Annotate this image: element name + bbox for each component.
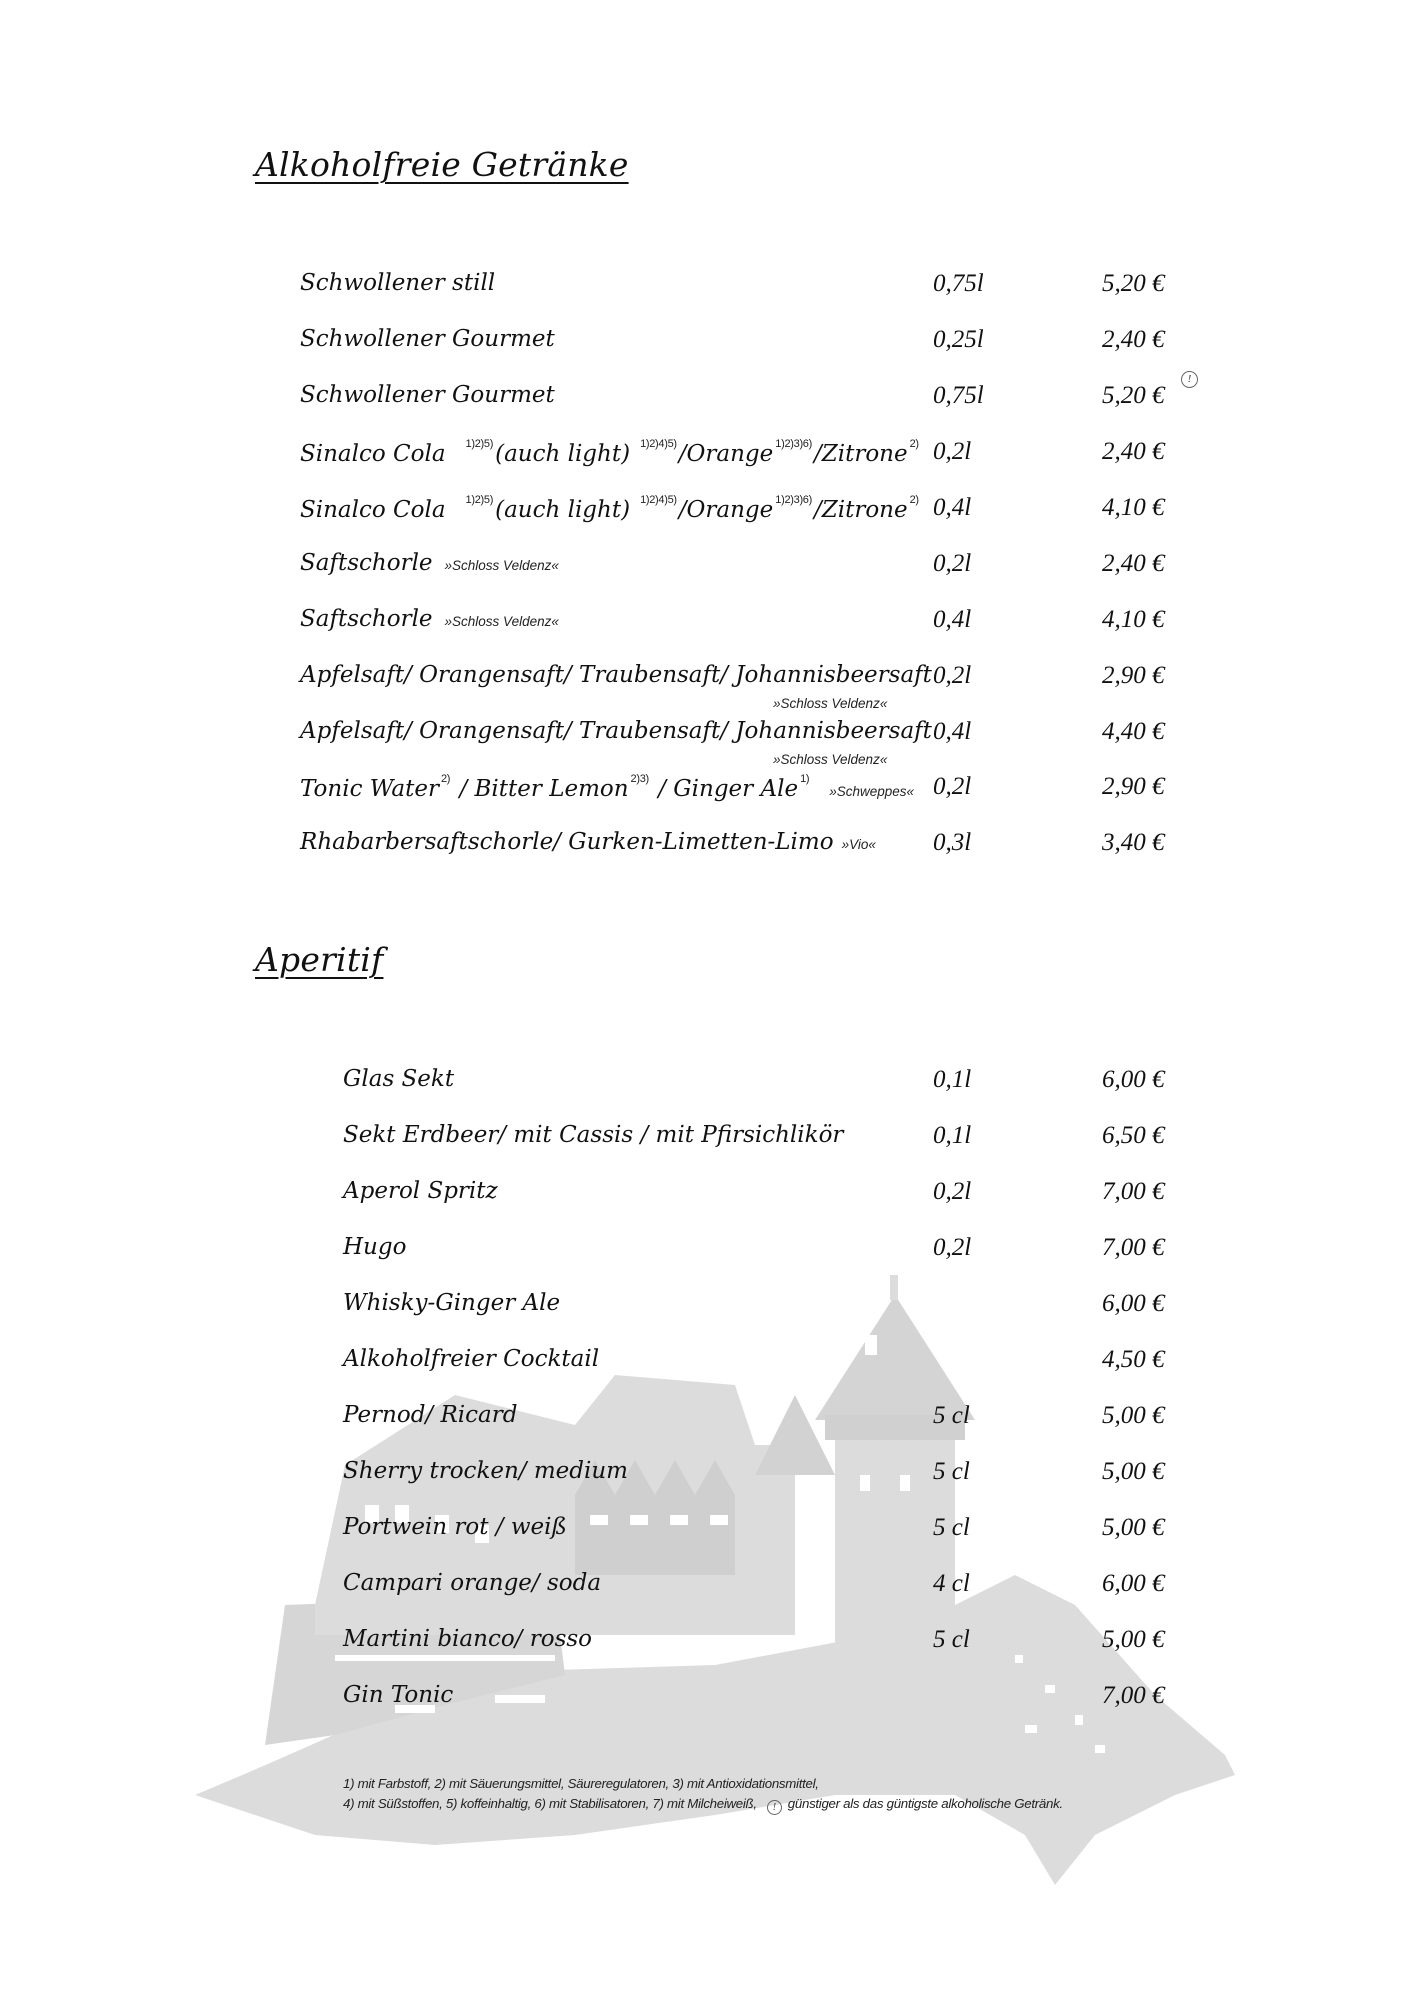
- item-volume: 0,4l: [933, 606, 972, 633]
- additive-footnote-ref: 2)3): [630, 773, 649, 785]
- item-brand: »Schloss Veldenz«: [444, 558, 559, 573]
- item-volume: 0,25l: [933, 326, 984, 353]
- menu-item-row: [0, 1458, 1415, 1498]
- additive-footnote-ref: 1)2)3)6): [775, 494, 812, 506]
- item-name: Pernod/ Ricard: [343, 1402, 518, 1428]
- item-price: 5,00 €: [1102, 1626, 1165, 1653]
- item-name-text: Saftschorle: [300, 550, 433, 576]
- item-price: 4,50 €: [1102, 1346, 1165, 1373]
- item-price: 2,90 €: [1102, 773, 1165, 800]
- item-price: 4,10 €: [1102, 606, 1165, 633]
- item-name: [300, 550, 559, 576]
- item-brand: »Schweppes«: [829, 784, 915, 799]
- item-name: Schwollener Gourmet: [300, 326, 555, 352]
- item-price: 3,40 €: [1102, 829, 1165, 856]
- item-name-text: Rhabarbersaftschorle/ Gurken-Limetten-Limo: [300, 829, 834, 855]
- menu-item-row: [0, 1178, 1415, 1218]
- item-volume: 5 cl: [933, 1514, 970, 1541]
- item-name: Alkoholfreier Cocktail: [343, 1346, 600, 1372]
- item-name-part: /Zitrone: [814, 441, 908, 467]
- item-name-part: /Orange: [678, 441, 774, 467]
- item-brand: »Schloss Veldenz«: [773, 696, 888, 711]
- item-volume: 5 cl: [933, 1458, 970, 1485]
- item-volume: 4 cl: [933, 1570, 970, 1597]
- item-price: 7,00 €: [1102, 1234, 1165, 1261]
- item-volume: 0,2l: [933, 1234, 972, 1261]
- item-price: 6,50 €: [1102, 1122, 1165, 1149]
- item-price: 6,00 €: [1102, 1066, 1165, 1093]
- additive-footnote-ref: 2): [909, 438, 919, 450]
- menu-item-row: [0, 773, 1415, 813]
- menu-item-row: [0, 1346, 1415, 1386]
- menu-item-row: [0, 326, 1415, 366]
- item-volume: 0,75l: [933, 270, 984, 297]
- menu-item-row: [0, 1402, 1415, 1442]
- footnote-badge-legend: günstiger als das güntigste alkoholische Getränk.: [787, 1796, 1063, 1811]
- item-brand: »Schloss Veldenz«: [444, 614, 559, 629]
- item-name: Portwein rot / weiß: [343, 1514, 567, 1540]
- item-price: 7,00 €: [1102, 1178, 1165, 1205]
- item-name: Apfelsaft/ Orangensaft/ Traubensaft/ Johannisbeersaft: [300, 662, 932, 688]
- menu-item-row: [0, 1290, 1415, 1330]
- footnote-line-2-text: 4) mit Süßstoffen, 5) koffeinhaltig, 6) mit Stabilisatoren, 7) mit Milcheiweiß,: [343, 1796, 757, 1811]
- item-price: 5,00 €: [1102, 1402, 1165, 1429]
- item-name: Sekt Erdbeer/ mit Cassis / mit Pfirsichlikör: [343, 1122, 844, 1148]
- item-price: 5,20 €: [1102, 382, 1165, 409]
- additive-footnote-ref: 1)2)4)5): [640, 494, 677, 506]
- item-volume: 0,1l: [933, 1066, 972, 1093]
- item-name: Glas Sekt: [343, 1066, 455, 1092]
- item-volume: 5 cl: [933, 1626, 970, 1653]
- menu-item-row: [0, 1234, 1415, 1274]
- item-name: [300, 606, 559, 632]
- item-volume: 0,2l: [933, 773, 972, 800]
- menu-item-row: [0, 718, 1415, 767]
- item-name: Martini bianco/ rosso: [343, 1626, 593, 1652]
- menu-item-row: [0, 438, 1415, 478]
- item-volume: 0,2l: [933, 662, 972, 689]
- cheaper-than-alcohol-legend-icon: !: [767, 1800, 782, 1815]
- item-name: Schwollener Gourmet: [300, 382, 555, 408]
- item-name: [300, 438, 921, 467]
- item-name: Whisky-Ginger Ale: [343, 1290, 561, 1316]
- item-price: 2,90 €: [1102, 662, 1165, 689]
- item-name: [300, 773, 914, 802]
- item-volume: 0,2l: [933, 550, 972, 577]
- additive-footnote-ref: 2): [909, 494, 919, 506]
- menu-item-row: [0, 1682, 1415, 1722]
- item-name-part: (auch light): [495, 441, 631, 467]
- item-name: Sherry trocken/ medium: [343, 1458, 628, 1484]
- item-name: [300, 829, 876, 855]
- additive-footnote-ref: 2): [440, 773, 451, 785]
- menu-item-row: [0, 829, 1415, 869]
- menu-item-row: [0, 1066, 1415, 1106]
- menu-item-row: [0, 1122, 1415, 1162]
- item-price: 6,00 €: [1102, 1290, 1165, 1317]
- menu-item-row: [0, 550, 1415, 590]
- item-volume: 0,2l: [933, 438, 972, 465]
- item-price: 6,00 €: [1102, 1570, 1165, 1597]
- item-volume: 0,2l: [933, 1178, 972, 1205]
- item-name: [300, 494, 921, 523]
- additive-footnote-ref: 1)2)4)5): [640, 438, 677, 450]
- item-name: Hugo: [343, 1234, 407, 1260]
- item-price: 5,20 €: [1102, 270, 1165, 297]
- item-name: Aperol Spritz: [343, 1178, 498, 1204]
- item-name: Campari orange/ soda: [343, 1570, 602, 1596]
- item-name-part: Sinalco Cola: [300, 441, 446, 467]
- item-volume: 0,4l: [933, 718, 972, 745]
- menu-item-row: [0, 1514, 1415, 1554]
- section-title-aperitif: Aperitif: [255, 940, 384, 979]
- item-brand: »Vio«: [841, 837, 876, 852]
- additive-footnote-ref: 1)2)5): [465, 438, 494, 450]
- item-name-text: Saftschorle: [300, 606, 433, 632]
- cheaper-than-alcohol-info-icon: !: [1181, 371, 1198, 388]
- item-name-part: Tonic Water: [300, 776, 439, 802]
- item-price: 2,40 €: [1102, 438, 1165, 465]
- item-name-part: / Ginger Ale: [650, 776, 799, 802]
- additive-footnote-ref: 1)2)3)6): [775, 438, 812, 450]
- menu-item-row: [0, 373, 1415, 422]
- item-price: 5,00 €: [1102, 1458, 1165, 1485]
- menu-item-row: [0, 1570, 1415, 1610]
- item-name-part: /Zitrone: [814, 497, 908, 523]
- item-name: Gin Tonic: [343, 1682, 454, 1708]
- item-name-part: /Orange: [678, 497, 774, 523]
- additive-footnote-ref: 1): [800, 773, 810, 785]
- menu-item-row: [0, 662, 1415, 711]
- footnote-line-2: [343, 1796, 1063, 1815]
- item-volume: 5 cl: [933, 1402, 970, 1429]
- item-price: 2,40 €: [1102, 326, 1165, 353]
- footnote-line-1: 1) mit Farbstoff, 2) mit Säuerungsmittel, Säureregulatoren, 3) mit Antioxidationsmittel,: [343, 1776, 819, 1791]
- item-price: 4,10 €: [1102, 494, 1165, 521]
- item-name-part: / Bitter Lemon: [452, 776, 629, 802]
- item-price: 7,00 €: [1102, 1682, 1165, 1709]
- item-volume: 0,3l: [933, 829, 972, 856]
- item-name: Schwollener still: [300, 270, 496, 296]
- section-title-alkoholfreie-getraenke: Alkoholfreie Getränke: [255, 145, 629, 184]
- item-price: 4,40 €: [1102, 718, 1165, 745]
- additive-footnote-ref: 1)2)5): [465, 494, 494, 506]
- item-price: 2,40 €: [1102, 550, 1165, 577]
- item-name: Apfelsaft/ Orangensaft/ Traubensaft/ Johannisbeersaft: [300, 718, 932, 744]
- item-volume: 0,4l: [933, 494, 972, 521]
- menu-item-row: [0, 270, 1415, 310]
- menu-item-row: [0, 606, 1415, 646]
- item-volume: 0,75l: [933, 382, 984, 409]
- item-price: 5,00 €: [1102, 1514, 1165, 1541]
- menu-item-row: [0, 494, 1415, 534]
- item-name-part: (auch light): [495, 497, 631, 523]
- menu-item-row: [0, 1626, 1415, 1666]
- item-brand: »Schloss Veldenz«: [773, 752, 888, 767]
- item-volume: 0,1l: [933, 1122, 972, 1149]
- item-name-part: Sinalco Cola: [300, 497, 446, 523]
